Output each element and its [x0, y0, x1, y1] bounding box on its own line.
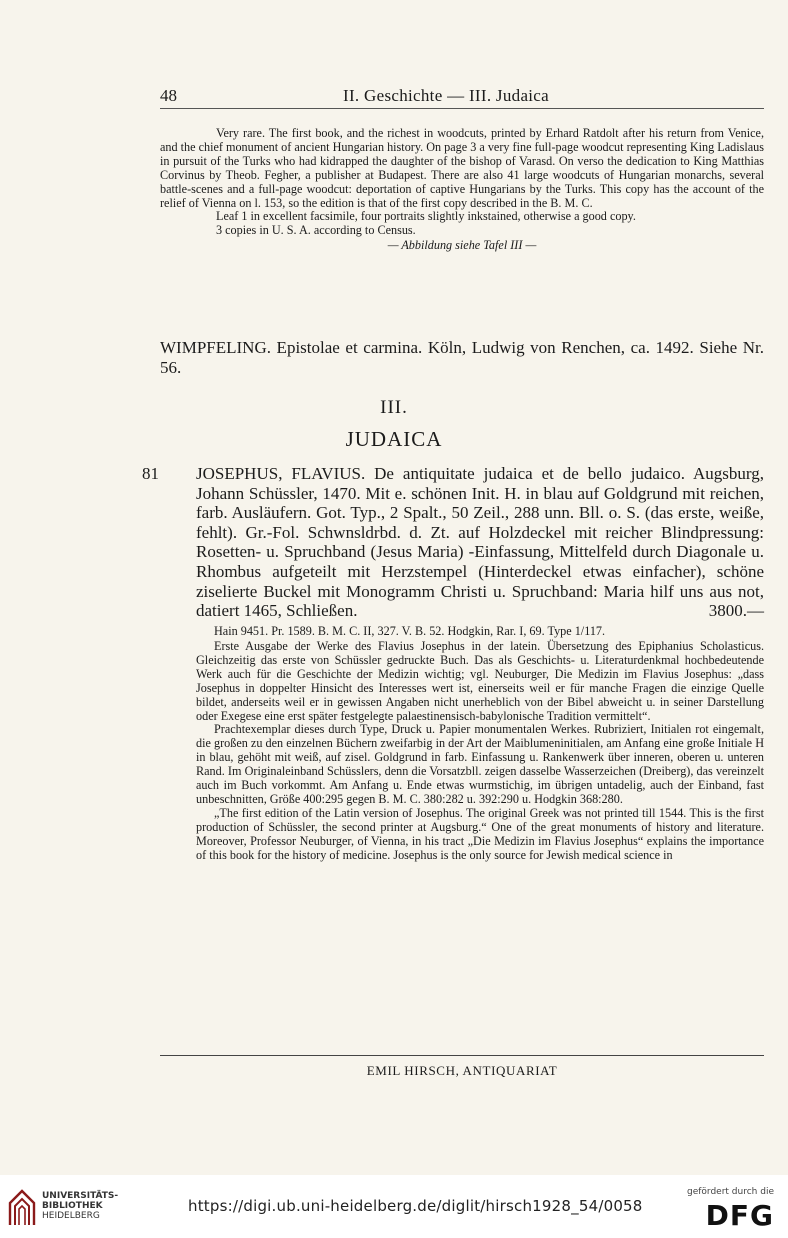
library-name: UNIVERSITÄTS- BIBLIOTHEK HEIDELBERG	[42, 1191, 119, 1221]
entry-note: Prachtexemplar dieses durch Type, Druck u. Papier monumentalen Werkes. Rubriziert, Initialen rot eingemalt, die großen zu den einzelnen Büchern zweifarbig in der Art der Maiblumeninitialen, am Anfang eine große Initiale H in blau, gehöht mit weiß, auf zisel. Goldgrund in farb. Einfassung u. Rankenwerk über inneren, oberen u. unteren Rand. Im Originaleinband Schüsslers, denn die Vorsatzbll. zeigen dasselbe Wasserzeichen (Dreiberg), das vereinzelt auch im Buch vorkommt. Am Anfang u. Ende etwas wurmstichig, im übrigen untadelig, auch der Einband, fast unbeschnitten, Größe 400:295 gegen B. M. C. 380:282 u. 392:290 u. Hodgkin 368:280.	[196, 722, 764, 806]
note-paragraph: Leaf 1 in excellent facsimile, four portraits slightly inkstained, otherwise a good copy.	[216, 209, 636, 224]
running-title: II. Geschichte — III. Judaica	[343, 86, 550, 105]
entry-number: 81	[142, 464, 159, 483]
footer-rule	[160, 1055, 764, 1056]
plate-reference: — Abbildung siehe Tafel III —	[387, 238, 537, 253]
note-paragraph: Very rare. The first book, and the richest in woodcuts, printed by Erhard Ratdolt after his return from Venice, and the chief monument of ancient Hungarian history. On page 3 a very fine full-page woodcut representing King Ladislaus in pursuit of the Turks who had kidrapped the daughter of the bishop of Varasd. On verso the dedication to King Matthias Corvinus by Theob. Fegher, a publisher at Budapest. There are also 41 large woodcuts of Hungarian monarchs, several battle-scenes and a full-page woodcut: deportation of captive Hungarians by the Turks. This copy has the account of the relief of Vienna on l. 153, so the edition is that of the first copy described in the B. M. C.	[160, 126, 764, 210]
wimpfeling-entry	[160, 338, 764, 377]
section-numeral: III.	[380, 397, 408, 418]
sponsor-note: gefördert durch die	[687, 1187, 774, 1197]
library-logo-icon[interactable]	[8, 1189, 36, 1227]
section-title: JUDAICA	[345, 427, 443, 451]
entry-references	[214, 625, 764, 639]
ratdolt-note	[160, 127, 764, 253]
footer-publisher: EMIL HIRSCH, ANTIQUARIAT	[366, 1063, 558, 1078]
dfg-logo[interactable]: DFG	[705, 1199, 774, 1232]
entry-notes	[196, 640, 764, 863]
note-paragraph: 3 copies in U. S. A. according to Census.	[216, 223, 416, 238]
viewer-bottom-bar	[0, 1175, 788, 1238]
entry-price: 3800.—	[708, 601, 764, 621]
josephus-entry	[196, 464, 764, 621]
entry-note: Erste Ausgabe der Werke des Flavius Josephus in der latein. Übersetzung des Epiphanius Scholasticus. Gleichzeitig das erste von Schüssler gedruckte Buch. Das als Geschichts- u. Literaturdenkmal hochbedeutende Werk auch für die Geschichte der Medizin wichtig; vgl. Neuburger, Die Medizin im Flavius Josephus: „dass Josephus in doppelter Hinsicht des Interesses wert ist, einerseits weil er für manche Fragen die einzige Quelle bildet, anderseits weil er in gewissen Angaben nicht unerheblich von der Bibel abweicht u. in seiner Darstellung oder Exegese eine erst später festgelegte palaestinensisch-babylonische Tradition vermittelt“.	[196, 639, 764, 723]
entry-note: „The first edition of the Latin version of Josephus. The original Greek was not printed till 1544. This is the first production of Schüssler, the second printer at Augsburg.“ One of the great monuments of history and literature. Moreover, Professor Neuburger, of Vienna, in his tract „Die Medizin im Flavius Josephus“ explains the importance of this book for the history of medicine. Josephus is the only source for Jewish medical science in	[196, 805, 764, 862]
page-header	[160, 86, 764, 109]
entry-description: JOSEPHUS, FLAVIUS. De antiquitate judaica et de bello judaico. Augsburg, Johann Schüssler, 1470. Mit e. schönen Init. H. in blau auf Goldgrund mit reichen, farb. Ausläufern. Got. Typ., 2 Spalt., 50 Zeil., 288 unn. Bll. o. S. (das erste, weiße, fehlt). Gr.-Fol. Schwnsldrbd. d. Zt. auf Holzdeckel mit reicher Blindpressung: Rosetten- u. Spruchband (Jesus Maria) -Einfassung, Mittelfeld durch Diagonale u. Rhombus aufgeteilt mit Herzstempel (Hinterdeckel etwas einfacher), schöne ziselierte Buckel mit Monogramm Christi u. Spruchband: Maria hilf uns aus not, datiert 1465, Schließen.	[196, 464, 764, 621]
permalink-url[interactable]: https://digi.ub.uni-heidelberg.de/diglit/hirsch1928_54/0058	[188, 1197, 643, 1215]
reference-line: Hain 9451. Pr. 1589. B. M. C. II, 327. V. B. 52. Hodgkin, Rar. I, 69. Type 1/117.	[214, 624, 606, 638]
wimpfeling-text: WIMPFELING. Epistolae et carmina. Köln, Ludwig von Renchen, ca. 1492. Siehe Nr. 56.	[160, 338, 764, 377]
page-number: 48	[160, 86, 177, 105]
